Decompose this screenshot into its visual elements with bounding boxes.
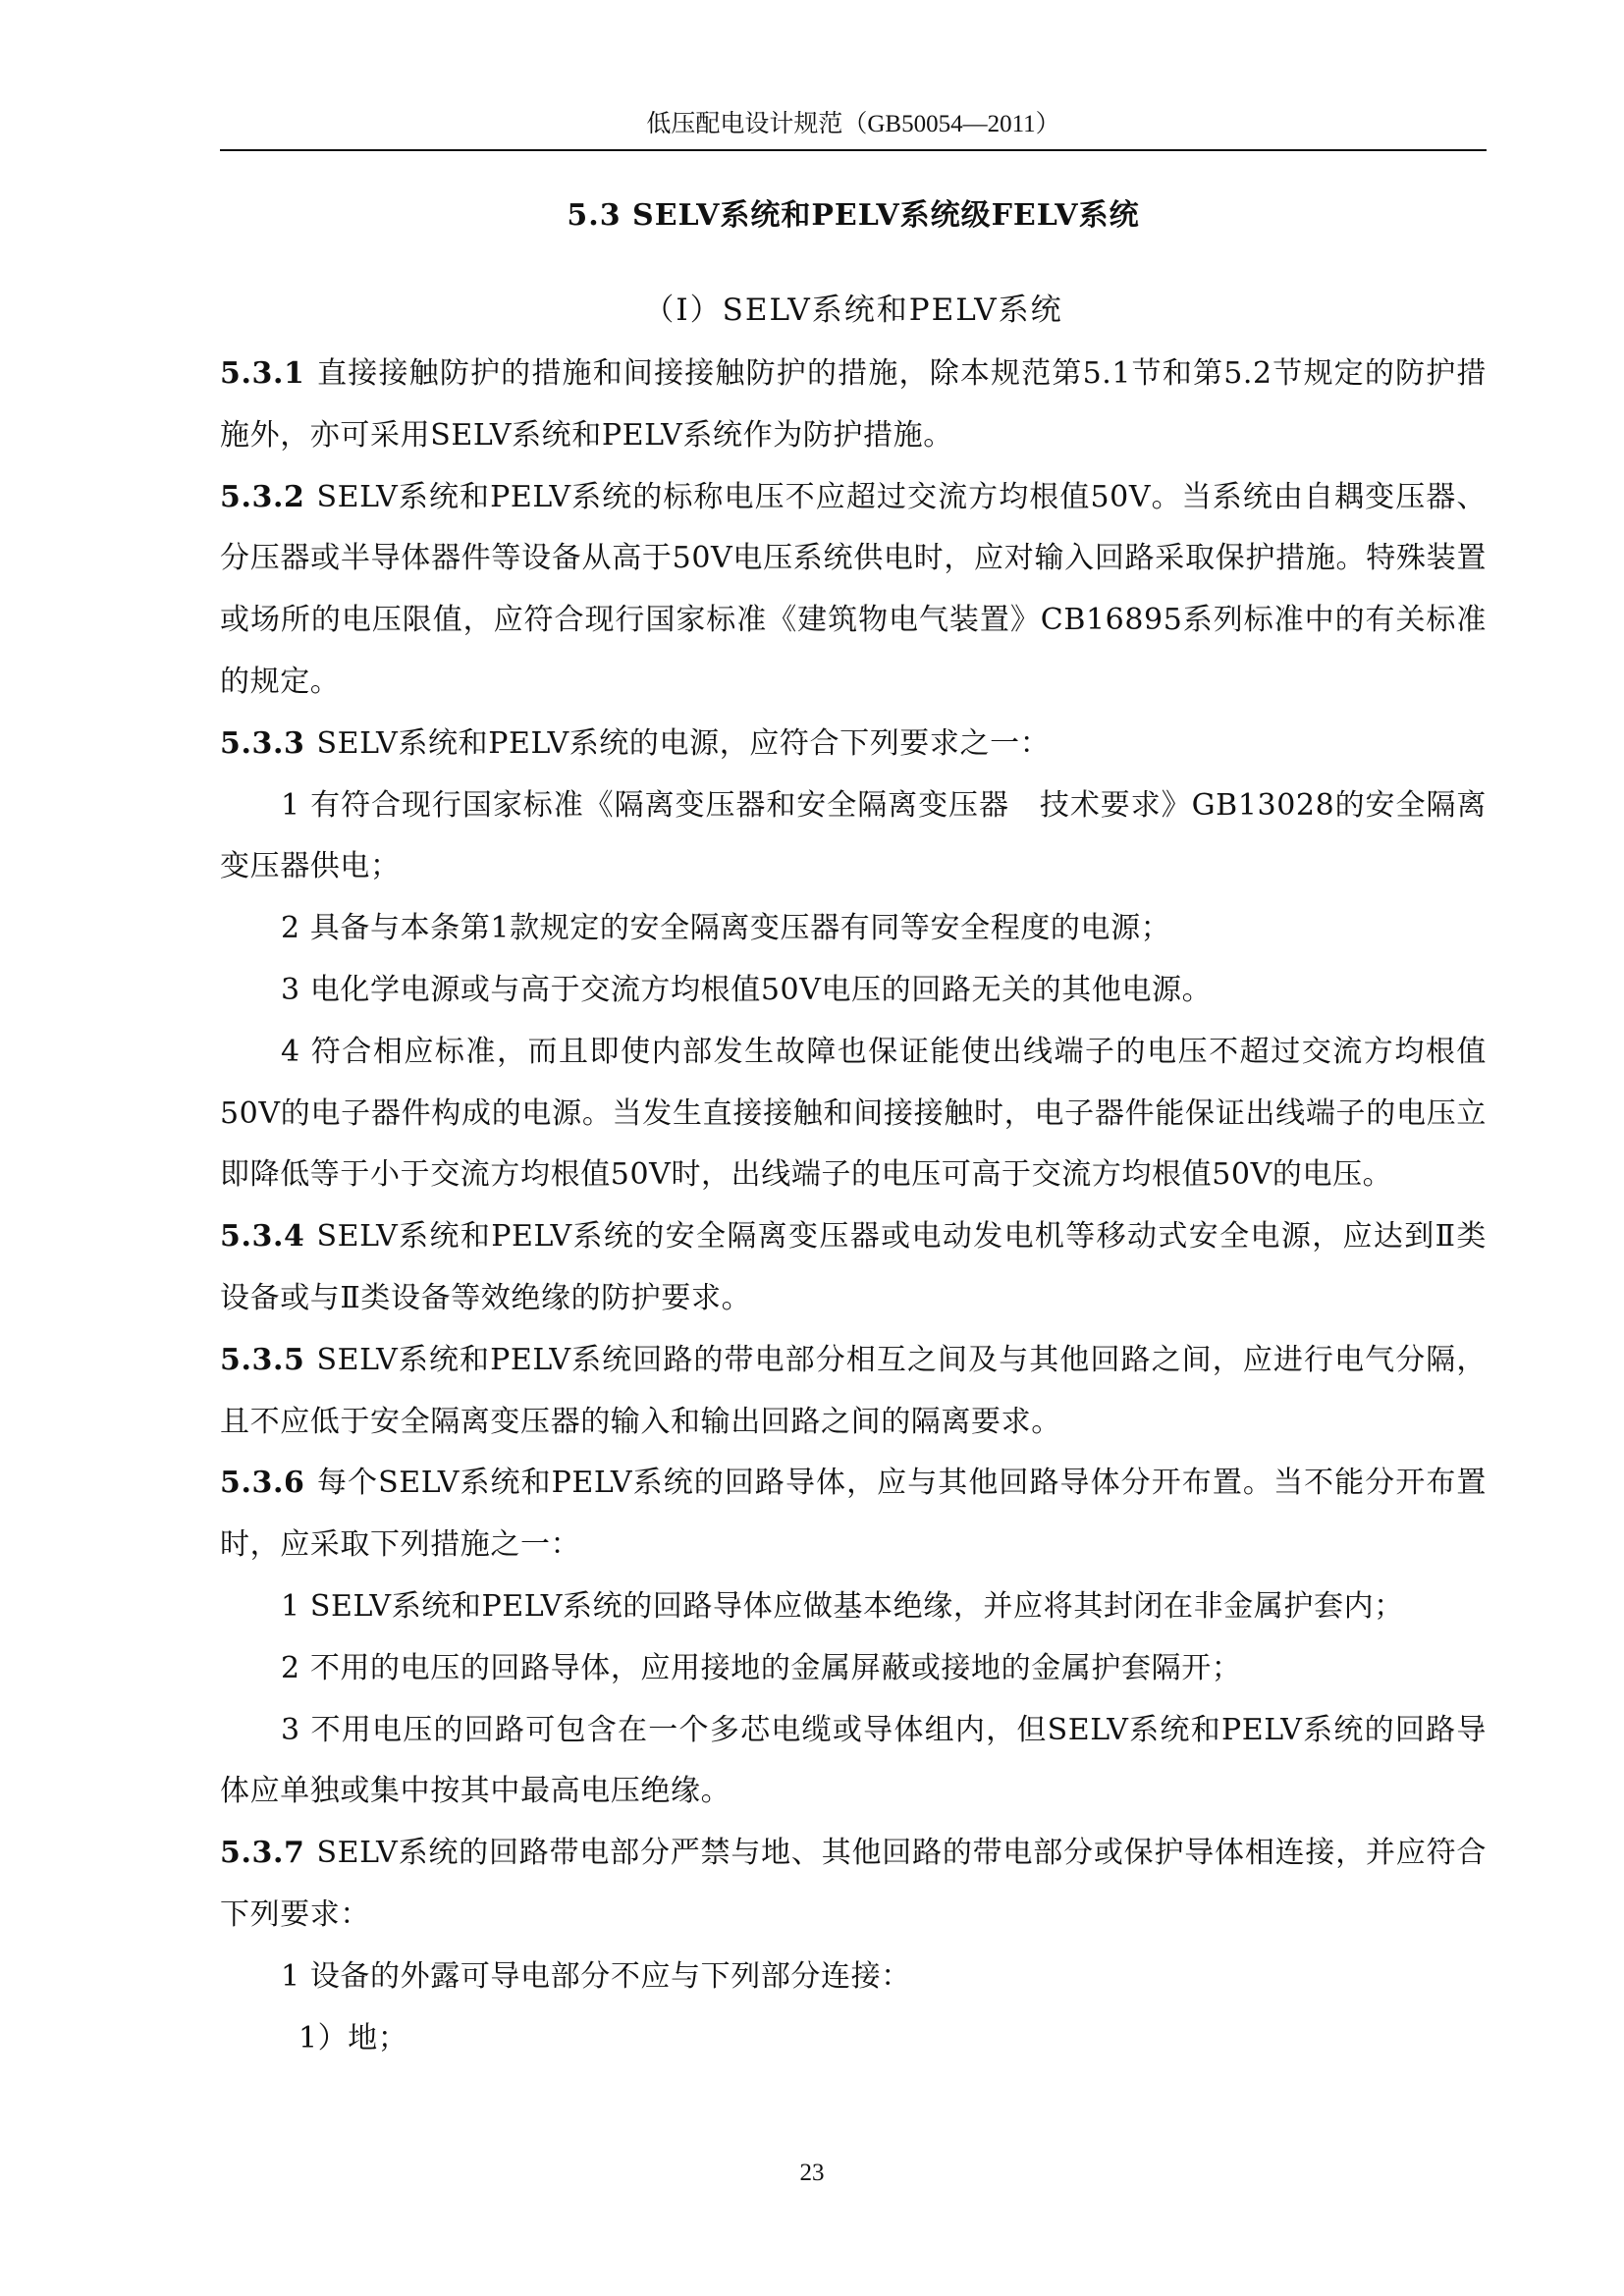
clause-number: 5.3.6 — [220, 1466, 305, 1501]
clause-5-3-5 — [220, 1330, 1487, 1454]
clause-sub-item: 1）地； — [298, 2020, 408, 2056]
clause-text: SELV系统的回路带电部分严禁与地、其他回路的带电部分或保护导体相连接，并应符合下列要求： — [220, 1836, 1487, 1932]
clause-number: 5.3.4 — [220, 1219, 305, 1255]
clause-5-3-7 — [220, 1823, 1487, 1947]
clause-5-3-2 — [220, 467, 1487, 714]
clause-text: SELV系统和PELV系统的安全隔离变压器或电动发电机等移动式安全电源，应达到Ⅱ类设备或与Ⅱ类设备等效绝缘的防护要求。 — [220, 1219, 1487, 1315]
clause-item: 1 设备的外露可导电部分不应与下列部分连接： — [281, 1958, 911, 1994]
clause-item: 2 具备与本条第1款规定的安全隔离变压器有同等安全程度的电源； — [281, 911, 1171, 946]
clause-number: 5.3.1 — [220, 356, 305, 391]
clause-5-3-3 — [220, 714, 1487, 775]
document-body — [220, 344, 1487, 2069]
clause-text: 每个SELV系统和PELV系统的回路导体，应与其他回路导体分开布置。当不能分开布置时，应采取下列措施之一： — [220, 1466, 1487, 1563]
clause-number: 5.3.3 — [220, 725, 305, 761]
clause-number: 5.3.5 — [220, 1342, 305, 1377]
clause-item: 1 SELV系统和PELV系统的回路导体应做基本绝缘，并应将其封闭在非金属护套内； — [281, 1588, 1404, 1624]
clause-item: 3 电化学电源或与高于交流方均根值50V电压的回路无关的其他电源。 — [281, 972, 1213, 1007]
clause-item: 1 有符合现行国家标准《隔离变压器和安全隔离变压器 技术要求》GB13028的安全隔离变压器供电； — [220, 787, 1487, 884]
clause-item: 2 不用的电压的回路导体，应用接地的金属屏蔽或接地的金属护套隔开； — [281, 1650, 1242, 1685]
clause-text: SELV系统和PELV系统的电源，应符合下列要求之一： — [316, 725, 1051, 761]
clause-item: 4 符合相应标准，而且即使内部发生故障也保证能使出线端子的电压不超过交流方均根值50V的电子器件构成的电源。当发生直接接触和间接接触时，电子器件能保证出线端子的电压立即降低等于小于交流方均根值50V时，出线端子的电压可高于交流方均根值50V的电压。 — [220, 1034, 1487, 1193]
clause-item: 3 不用电压的回路可包含在一个多芯电缆或导体组内，但SELV系统和PELV系统的回路导体应单独或集中按其中最高电压绝缘。 — [220, 1712, 1487, 1809]
page-header: 低压配电设计规范（GB50054—2011） — [646, 111, 1060, 137]
section-title: 5.3 SELV系统和PELV系统级FELV系统 — [567, 198, 1140, 233]
clause-5-3-6 — [220, 1453, 1487, 1576]
page-number: 23 — [799, 2160, 825, 2186]
clause-text: 直接接触防护的措施和间接接触防护的措施，除本规范第5.1节和第5.2节规定的防护措施外，亦可采用SELV系统和PELV系统作为防护措施。 — [220, 356, 1487, 453]
clause-text: SELV系统和PELV系统的标称电压不应超过交流方均根值50V。当系统由自耦变压器、分压器或半导体器件等设备从高于50V电压系统供电时，应对输入回路采取保护措施。特殊装置或场所的电压限值，应符合现行国家标准《建筑物电气装置》CB16895系列标准中的有关标准的规定。 — [220, 479, 1487, 699]
subsection-title: （Ⅰ）SELV系统和PELV系统 — [643, 293, 1063, 328]
clause-number: 5.3.7 — [220, 1836, 305, 1871]
clause-5-3-1 — [220, 344, 1487, 467]
header-rule — [220, 149, 1487, 151]
clause-5-3-4 — [220, 1206, 1487, 1330]
clause-text: SELV系统和PELV系统回路的带电部分相互之间及与其他回路之间，应进行电气分隔，且不应低于安全隔离变压器的输入和输出回路之间的隔离要求。 — [220, 1342, 1487, 1439]
clause-number: 5.3.2 — [220, 479, 305, 514]
